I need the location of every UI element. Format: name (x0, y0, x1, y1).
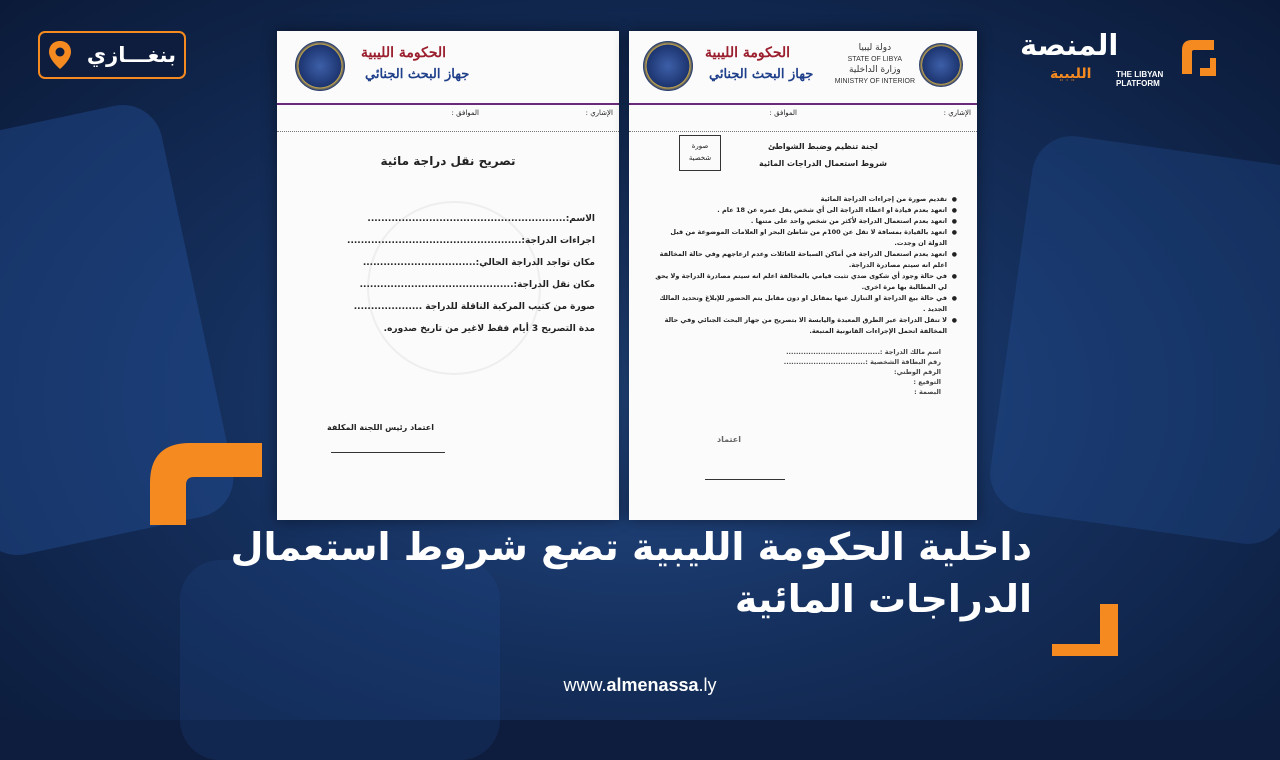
reference-row (629, 105, 977, 132)
date-label: الموافق : (451, 109, 479, 117)
rule-item: ● في حالة وجود أي شكوى ضدي تثبت قيامي بالمخالفة اعلم انه سيتم مصادرة الدراجة ولا يحق لي المطالبة بها مرة اخرى. (653, 271, 957, 293)
owner-field: البصمة : (914, 388, 941, 396)
state-en: STATE OF LIBYA (847, 56, 903, 63)
photo-box (679, 135, 721, 171)
owner-fields (629, 347, 941, 397)
document-header (629, 31, 977, 105)
location-tag (38, 31, 186, 79)
watermark-seal (367, 201, 541, 375)
signature-label: اعتماد (717, 435, 741, 444)
date-label: الموافق : (769, 109, 797, 117)
location-label: بنغـــازي (86, 43, 176, 67)
police-seal-icon (919, 43, 963, 87)
rule-item: ● اتعهد بعدم استعمال الدراجة في أماكن السباحة للعائلات وعدم ازعاجهم وفي حالة المخالفة اعلم انه سيتم مصادرة الدراجة. (653, 249, 957, 271)
ministry-emblem-text (835, 43, 915, 87)
brand-logo (1016, 28, 1226, 90)
logo-mark-icon (1176, 34, 1216, 80)
reference-row (277, 105, 619, 132)
ministry-ar: وزارة الداخلية (849, 65, 901, 75)
owner-field: اسم مالك الدراجة :...................................... (786, 348, 941, 356)
photo-label: شخصية (688, 154, 712, 162)
ministry-seal-icon (295, 41, 345, 91)
url-prefix: www. (563, 675, 607, 695)
rule-item: ● اتعهد بعدم قيادة او اعطاء الدراجة الى أي شخص يقل عمره عن 18 عام . (653, 205, 957, 216)
orange-bracket-icon (150, 443, 262, 529)
ref-label: الإشاري : (585, 109, 613, 117)
owner-field: رقم البطاقة الشخصية :................................. (783, 358, 941, 366)
logo-arabic-main: المنصة (1020, 28, 1119, 62)
owner-field: التوقيع : (913, 378, 941, 386)
ministry-seal-icon (643, 41, 693, 91)
orange-corner-icon (1052, 604, 1118, 660)
document-title: شروط استعمال الدراجات المائية (759, 159, 887, 168)
committee-name: لجنة تنظيم وضبط الشواطئ (768, 142, 878, 151)
permit-document (277, 31, 619, 520)
logo-arabic-sub: الليبية (1050, 66, 1092, 82)
url-domain: almenassa (606, 675, 699, 695)
rule-item: ● تقديم صورة من إجراءات الدراجة المائية (653, 194, 957, 205)
owner-field: الرقم الوطني: (893, 368, 941, 376)
url-suffix: .ly (698, 675, 717, 695)
state-ar: دولة ليبيا (858, 43, 892, 53)
headline: داخلية الحكومة الليبية تضع شروط استعمال الدراجات المائية (230, 525, 1032, 621)
document-title: تصريح نقل دراجة مائية (380, 154, 516, 168)
form-field: مدة التصريح 3 أيام فقط لاغير من تاريخ صدوره. (383, 324, 595, 334)
ref-label: الإشاري : (943, 109, 971, 117)
rule-item: ● اتعهد بعدم استعمال الدراجة لأكثر من شخص واحد على متنها . (653, 216, 957, 227)
gov-name: الحكومة الليبية (361, 45, 447, 61)
map-pin-icon (48, 40, 72, 70)
photo-label: صورة (691, 142, 709, 150)
conditions-document (629, 31, 977, 520)
agency-name: جهاز البحث الجنائي (709, 67, 814, 82)
signature-label: اعتماد رئيس اللجنة المكلفة (327, 423, 435, 432)
form-field: صورة من كتيب المركبة الناقلة للدراجة .................... (353, 302, 595, 312)
form-field: مكان تواجد الدراجة الحالي:................................. (362, 258, 595, 268)
document-header (277, 31, 619, 105)
signature-line (331, 452, 445, 453)
agency-name: جهاز البحث الجنائي (365, 67, 470, 82)
rule-item: ● في حالة بيع الدراجة او التنازل عنها بمقابل او دون مقابل يتم الحضور للإبلاغ وتحديد المالك الجديد . (653, 293, 957, 315)
form-field: اجراءات الدراجة:................................................... (347, 236, 595, 246)
logo-english (1116, 70, 1163, 88)
logo-english-line1: THE LIBYAN (1116, 70, 1164, 79)
signature-line (705, 479, 785, 480)
ministry-en: MINISTRY OF INTERIOR (834, 78, 915, 85)
site-url (0, 675, 1280, 696)
form-field: مكان نقل الدراجة:............................................. (359, 280, 595, 290)
logo-english-line2: PLATFORM (1116, 79, 1160, 88)
gov-name: الحكومة الليبية (705, 45, 791, 61)
form-field: الاسم:.......................................................... (367, 214, 595, 224)
rules-list (653, 194, 957, 337)
rule-item: ● لا تنقل الدراجة عبر الطرق المعبدة واليابسة الا بتصريح من جهاز البحث الجنائي وفي حالة المخالفة اتحمل الإجراءات القانونية المتبعة. (653, 315, 957, 337)
rule-item: ● اتعهد بالقيادة بمسافة لا تقل عن 100م من شاطئ البحر او العلامات الموضوعة من قبل الدولة ان وجدت. (653, 227, 957, 249)
background-shape (985, 131, 1280, 549)
